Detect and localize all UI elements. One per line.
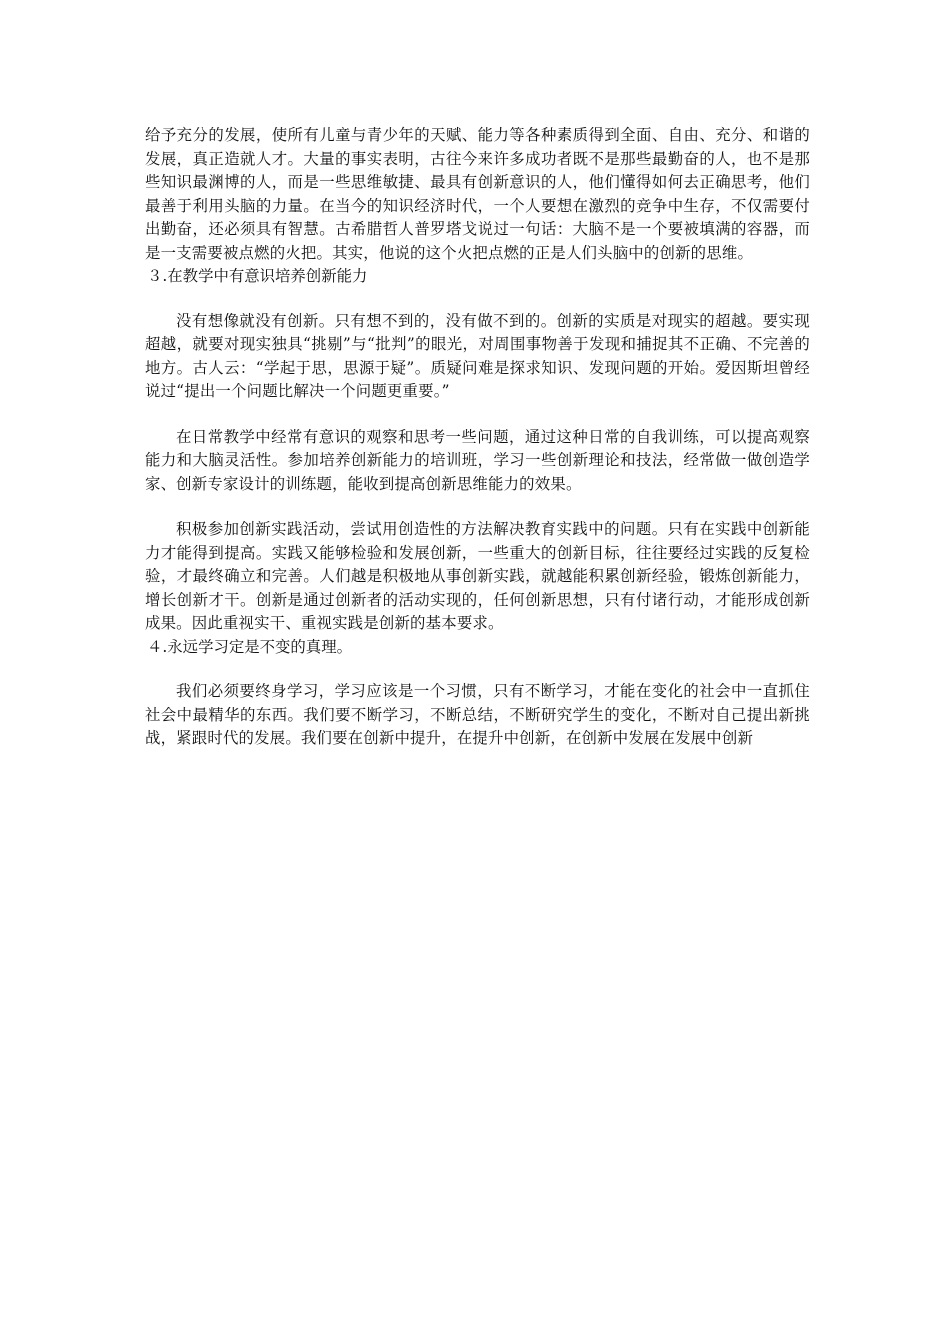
- document-page: [145, 124, 810, 751]
- section-3-heading: ３.在教学中有意识培养创新能力: [147, 267, 368, 285]
- intro-paragraph: 给予充分的发展，使所有儿童与青少年的天赋、能力等各种素质得到全面、自由、充分、和谐的发展，真正造就人才。大量的事实表明，古往今来许多成功者既不是那些最勤奋的人，也不是那些知识最渊博的人，而是一些思维敏捷、最具有创新意识的人，他们懂得如何去正确思考，他们最善于利用头脑的力量。在当今的知识经济时代，一个人要想在激烈的竞争中生存，不仅需要付出勤奋，还必须具有智慧。古希腊哲人普罗塔戈说过一句话：大脑不是一个要被填满的容器，而是一支需要被点燃的火把。其实，他说的这个火把点燃的正是人们头脑中的创新的思维。: [145, 126, 810, 262]
- section-4-paragraph-1: 我们必须要终身学习，学习应该是一个习惯，只有不断学习，才能在变化的社会中一直抓住社会中最精华的东西。我们要不断学习，不断总结，不断研究学生的变化，不断对自己提出新挑战，紧跟时代的发展。我们要在创新中提升，在提升中创新，在创新中发展在发展中创新: [145, 682, 810, 747]
- section-4-heading: ４.永远学习定是不变的真理。: [147, 637, 352, 656]
- section-3-paragraph-3: 积极参加创新实践活动，尝试用创造性的方法解决教育实践中的问题。只有在实践中创新能力才能得到提高。实践又能够检验和发展创新，一些重大的创新目标，往往要经过实践的反复检验，才最终确立和完善。人们越是积极地从事创新实践，就越能积累创新经验，锻炼创新能力，增长创新才干。创新是通过创新者的活动实现的，任何创新思想，只有付诸行动，才能形成创新成果。因此重视实干、重视实践是创新的基本要求。: [145, 520, 810, 632]
- section-3-paragraph-2: 在日常教学中经常有意识的观察和思考一些问题，通过这种日常的自我训练，可以提高观察能力和大脑灵活性。参加培养创新能力的培训班，学习一些创新理论和技法，经常做一做创造学家、创新专家设计的训练题，能收到提高创新思维能力的效果。: [145, 427, 810, 493]
- section-3-paragraph-1: 没有想像就没有创新。只有想不到的，没有做不到的。创新的实质是对现实的超越。要实现超越，就要对现实独具“挑剔”与“批判”的眼光，对周围事物善于发现和捕捉其不正确、不完善的地方。古人云：“学起于思，思源于疑”。质疑问难是探求知识、发现问题的开始。爱因斯坦曾经说过“提出一个问题比解决一个问题更重要。”: [145, 311, 810, 400]
